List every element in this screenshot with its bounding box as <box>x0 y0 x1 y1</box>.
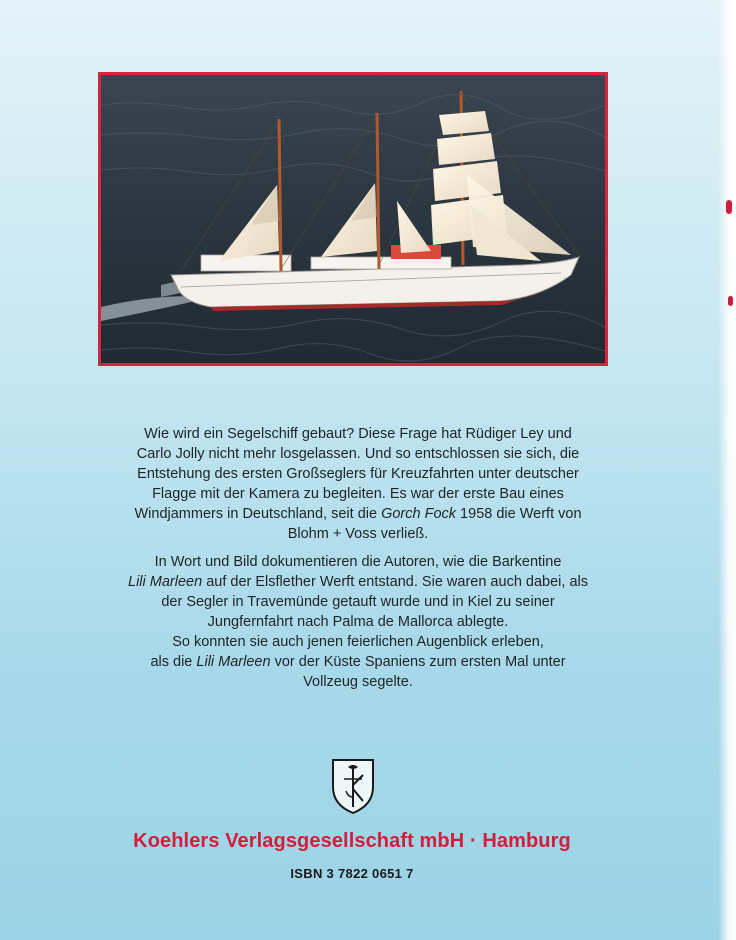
text-line: auf der Elsflether Werft entstand. Sie waren auch dabei, als <box>202 574 588 590</box>
paragraph-2 <box>98 552 618 692</box>
text-line: vor der Küste Spaniens zum ersten Mal unter <box>270 654 566 670</box>
sailing-ship-image <box>101 75 605 363</box>
description-text <box>98 424 618 700</box>
spine-decoration <box>728 296 733 306</box>
text-line: So konnten sie auch jenen feierlichen Augenblick erleben, <box>172 634 544 650</box>
text-line: In Wort und Bild dokumentieren die Autoren, wie die Barkentine <box>154 554 562 570</box>
text-line: der Segler in Travemünde getauft wurde und in Kiel zu seiner <box>161 594 555 610</box>
text-line: Blohm + Voss verließ. <box>287 526 429 542</box>
text-line: als die <box>150 654 197 670</box>
ship-name-gorch-fock: Gorch Fock <box>381 506 457 522</box>
text-line: Windjammers in Deutschland, seit die <box>134 506 382 522</box>
isbn-number: ISBN 3 7822 0651 7 <box>290 866 414 881</box>
paragraph-1 <box>98 424 618 544</box>
text-line: 1958 die Werft von <box>456 506 582 522</box>
text-line: Wie wird ein Segelschiff gebaut? Diese Frage hat Rüdiger Ley und <box>144 426 572 442</box>
text-line: Jungfernfahrt nach Palma de Mallorca ablegte. <box>207 614 509 630</box>
text-line: Carlo Jolly nicht mehr losgelassen. Und so entschlossen sie sich, die <box>136 446 580 462</box>
cover-right-edge <box>718 0 736 940</box>
text-line: Vollzeug segelte. <box>303 674 413 690</box>
text-line: Entstehung des ersten Großseglers für Kreuzfahrten unter deutscher <box>137 466 579 482</box>
publisher-name: Koehlers Verlagsgesellschaft mbH · Hamburg <box>133 830 571 852</box>
ship-name-lili-marleen: Lili Marleen <box>128 574 203 590</box>
ship-photo <box>98 72 608 366</box>
spine-decoration <box>726 200 732 214</box>
text-line: Flagge mit der Kamera zu begleiten. Es war der erste Bau eines <box>152 486 564 502</box>
ship-name-lili-marleen: Lili Marleen <box>196 654 271 670</box>
publisher-logo-icon <box>330 757 376 815</box>
